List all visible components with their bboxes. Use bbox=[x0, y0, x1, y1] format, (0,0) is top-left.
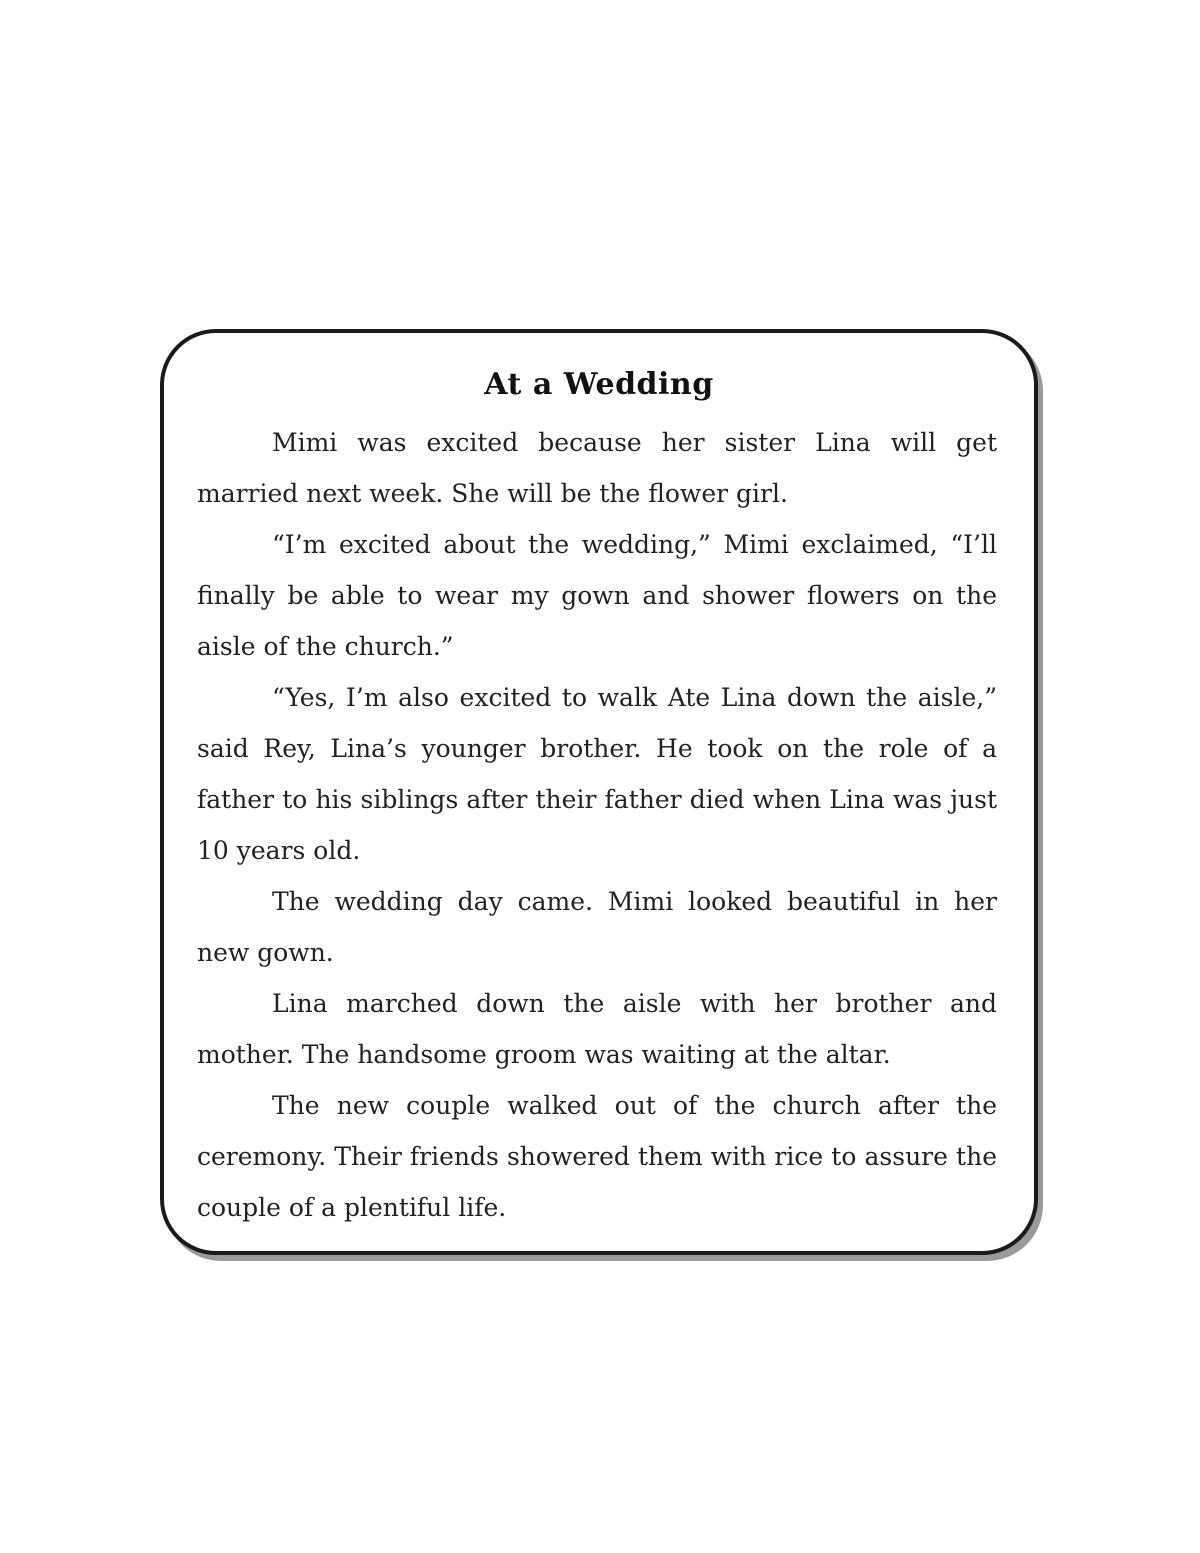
story-box bbox=[160, 329, 1038, 1255]
story-paragraph: “Yes, I’m also excited to walk Ate Lina down the aisle,” said Rey, Lina’s younger brother. He took on the role of a father to his siblings after their father died when Lina was just 10 years old. bbox=[197, 683, 997, 865]
story-paragraph: Mimi was excited because her sister Lina will get married next week. She will be the flower girl. bbox=[197, 428, 997, 508]
story-title: At a Wedding bbox=[484, 367, 714, 402]
story-paragraph: “I’m excited about the wedding,” Mimi exclaimed, “I’ll finally be able to wear my gown and shower flowers on the aisle of the church.” bbox=[197, 530, 997, 661]
story-paragraph: The new couple walked out of the church after the ceremony. Their friends showered them with rice to assure the couple of a plentiful life. bbox=[197, 1091, 997, 1222]
story-paragraph: Lina marched down the aisle with her brother and mother. The handsome groom was waiting at the altar. bbox=[197, 989, 997, 1069]
story-body bbox=[197, 417, 997, 1233]
story-paragraph: The wedding day came. Mimi looked beautiful in her new gown. bbox=[197, 887, 997, 967]
